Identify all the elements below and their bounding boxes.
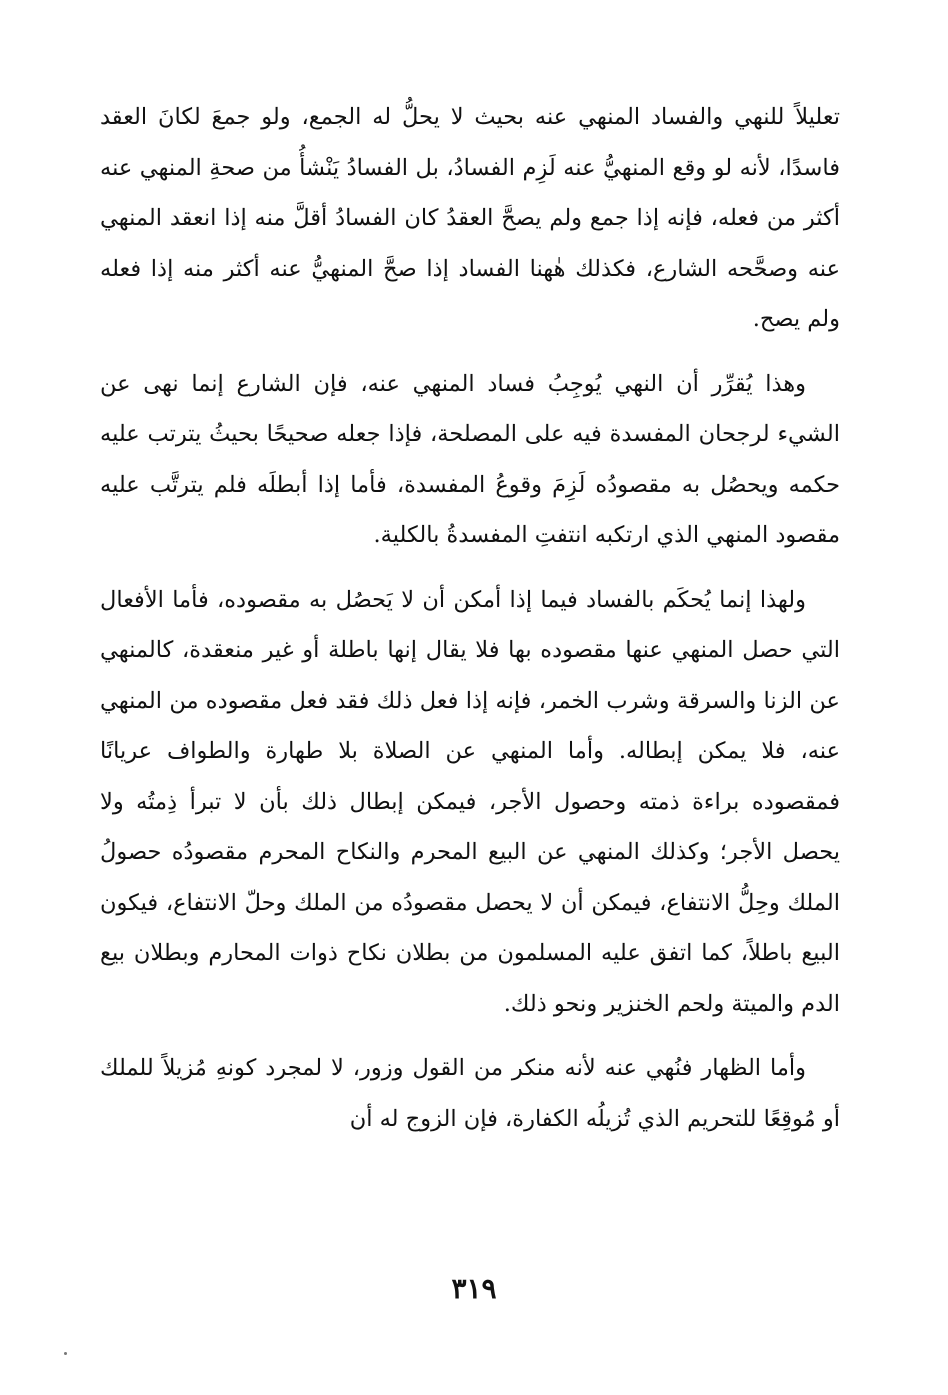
scan-speck <box>64 1352 67 1355</box>
page-number: ٣١٩ <box>451 1272 497 1305</box>
paragraph-4: وأما الظهار فنُهي عنه لأنه منكر من القول وزور، لا لمجرد كونهِ مُزيلاً للملك أو مُوقِعًا للتحريم الذي تُزيلُه الكفارة، فإن الزوج له أن <box>100 1055 840 1132</box>
body-text <box>100 92 840 1158</box>
paragraph-2: وهذا يُقرِّر أن النهي يُوجِبُ فساد المنهي عنه، فإن الشارع إنما نهى عن الشيء لرجحان المفسدة فيه على المصلحة، فإذا جعله صحيحًا بحيثُ يترتب عليه حكمه ويحصُل به مقصودُه لَزِمَ وقوعُ المفسدة، فأما إذا أبطلَه فلم يترتَّب عليه مقصود المنهي الذي ارتكبه انتفتِ المفسدةُ بالكلية. <box>100 370 840 548</box>
paragraph-3: ولهذا إنما يُحكَم بالفساد فيما إذا أمكن أن لا يَحصُل به مقصوده، فأما الأفعال التي حصل المنهي عنها مقصوده بها فلا يقال إنها باطلة أو غير منعقدة، كالمنهي عن الزنا والسرقة وشرب الخمر، فإنه إذا فعل ذلك فقد فعل مقصوده من المنهي عنه، فلا يمكن إبطاله. وأما المنهي عن الصلاة بلا طهارة والطواف عريانًا فمقصوده براءة ذمته وحصول الأجر، فيمكن إبطال ذلك بأن لا تبرأ ذِمتُه ولا يحصل الأجر؛ وكذلك المنهي عن البيع المحرم والنكاح المحرم مقصودُه حصولُ الملك وحِلُّ الانتفاع، فيمكن أن لا يحصل مقصودُه من الملك وحلّ الانتفاع، فيكون البيع باطلاً، كما اتفق عليه المسلمون من بطلان نكاح ذوات المحارم وبطلان بيع الدم والميتة ولحم الخنزير ونحو ذلك. <box>100 586 840 1017</box>
paragraph-1: تعليلاً للنهي والفساد المنهي عنه بحيث لا يحلُّ له الجمع، ولو جمعَ لكانَ العقد فاسدًا، لأنه لو وقع المنهيُّ عنه لَزِم الفسادُ، بل الفسادُ يَنْشأُ من صحةِ المنهي عنه أكثر من فعله، فإنه إذا جمع ولم يصحَّ العقدُ كان الفسادُ أقلَّ منه إذا انعقد المنهي عنه وصحَّحه الشارع، فكذلك هٰهنا الفساد إذا صحَّ المنهيُّ عنه أكثر منه إذا فعله ولم يصح. <box>100 104 840 332</box>
